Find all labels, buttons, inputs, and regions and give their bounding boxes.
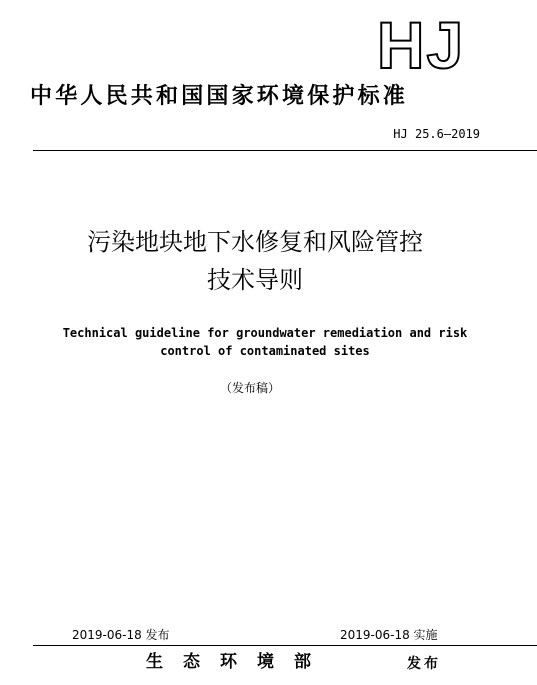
- footer-rule: [33, 645, 537, 646]
- issuer-name: 中华人民共和国国家环境保护标准: [30, 84, 409, 109]
- implement-date: 2019-06-18 实施: [340, 628, 438, 642]
- hj-logo: HJ: [376, 8, 466, 82]
- english-title-line-1: Technical guideline for groundwater remediation and risk: [62, 326, 468, 340]
- issue-date: 2019-06-18 发布: [72, 628, 170, 642]
- publish-label: 发布: [407, 656, 441, 672]
- draft-status: （发布稿）: [219, 381, 280, 395]
- standard-number: HJ 25.6—2019: [393, 127, 480, 141]
- title-line-1: 污染地块地下水修复和风险管控: [87, 228, 423, 256]
- title-line-2: 技术导则: [207, 266, 303, 294]
- ministry-name: 生态环境部: [146, 652, 331, 672]
- english-title-line-2: control of contaminated sites: [160, 344, 370, 358]
- header-rule: [33, 150, 537, 151]
